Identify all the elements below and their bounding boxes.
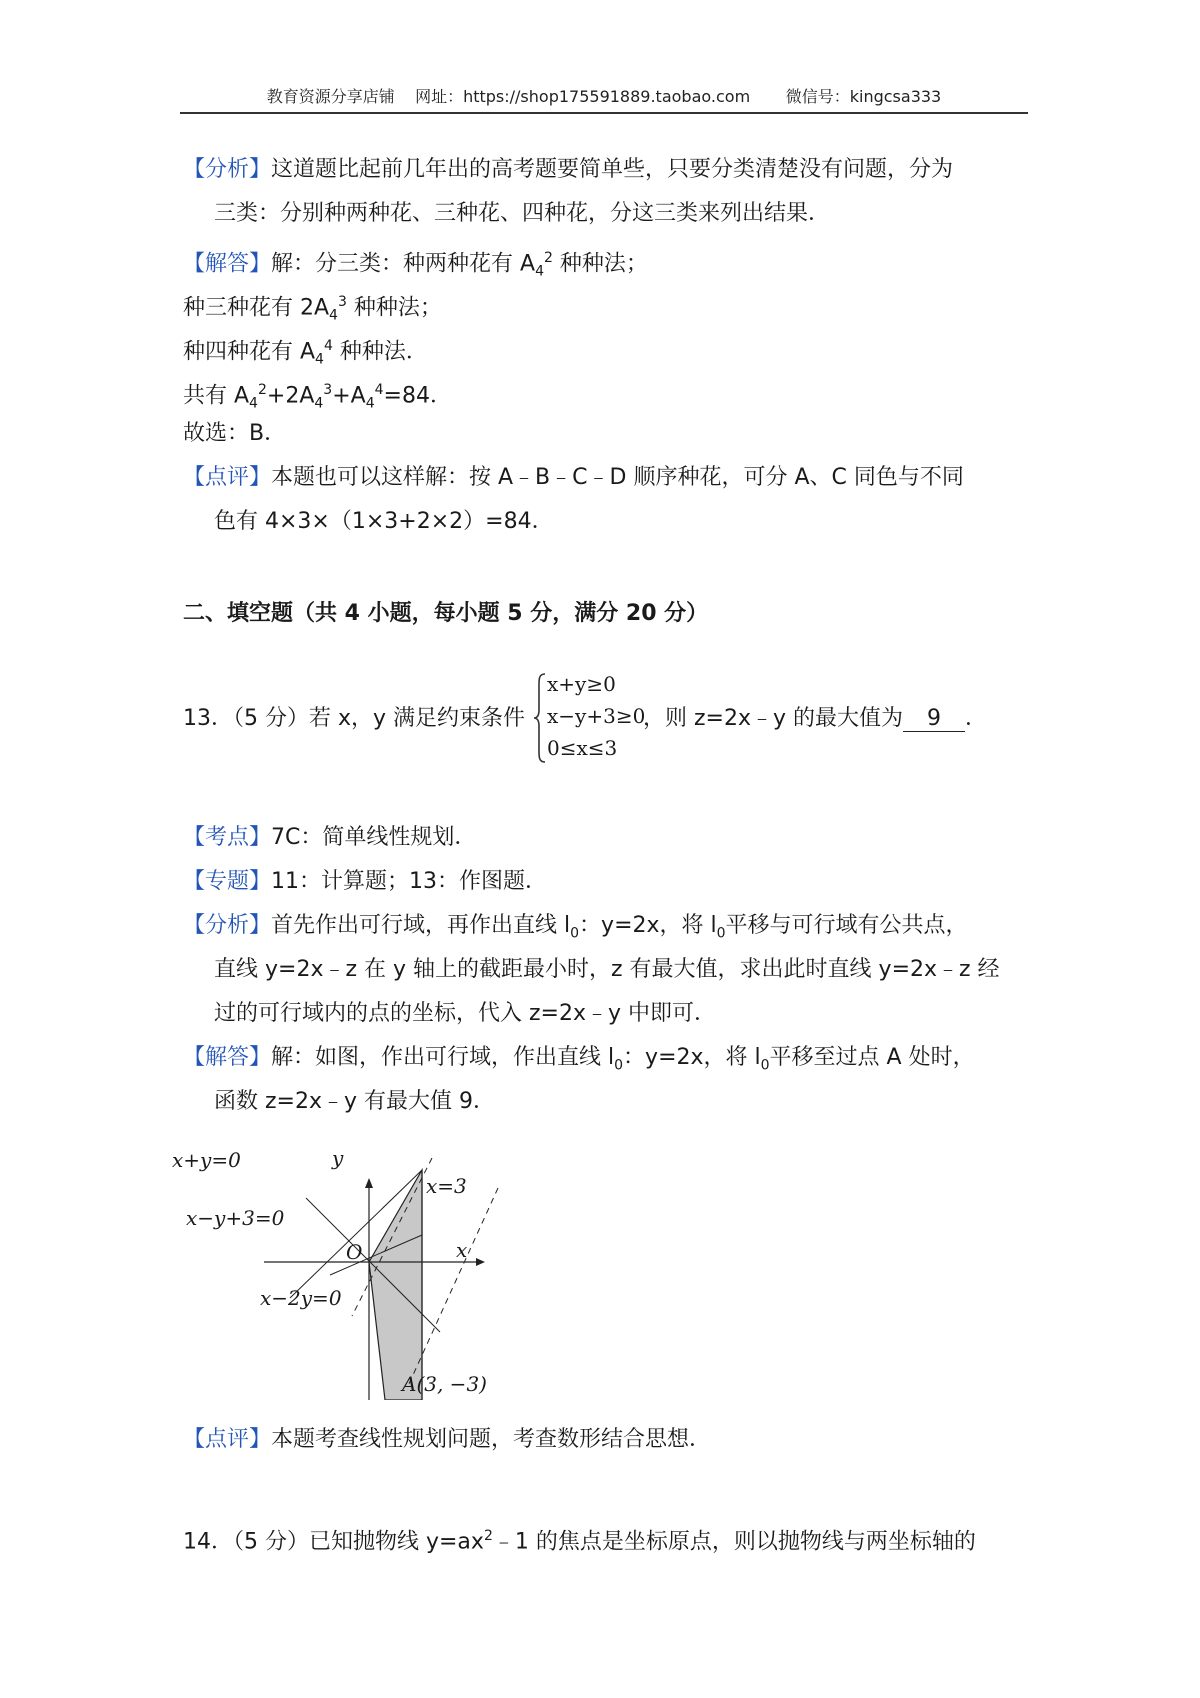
header-rule	[180, 112, 1028, 114]
answer-tag: 【解答】	[183, 1045, 272, 1070]
subscript: 4	[329, 307, 338, 324]
y-axis-arrow-icon	[365, 1178, 373, 1188]
answer-tag: 【解答】	[183, 251, 272, 277]
answer-text-a: 解：如图，作出可行域，作出直线 l	[271, 1045, 615, 1070]
constraint-1: x+y≥0	[547, 672, 616, 696]
q12-line3-text-a: 种四种花有 A	[183, 339, 316, 365]
q13-stem-b: ，则 z=2x﹣y 的最大值为	[643, 706, 904, 731]
total-text-a: 共有 A	[183, 383, 250, 409]
constraint-3: 0≤x≤3	[547, 736, 618, 760]
feasible-region-outline	[369, 1170, 422, 1400]
q12-answer-line-3	[183, 331, 428, 375]
q13-answer-line-2: 函数 z=2x﹣y 有最大值 9．	[214, 1089, 495, 1114]
page-header: 教育资源分享店铺 网址：https://shop175591889.taobao.com 微信号：kingcsa333	[266, 87, 942, 106]
zhuanti-tag: 【专题】	[183, 869, 272, 894]
kaodian-text: 7C：简单线性规划．	[271, 825, 477, 850]
analysis-text-a: 首先作出可行域，再作出直线 l	[271, 913, 571, 938]
answer-blank: 9	[903, 707, 965, 732]
subscript: 4	[314, 395, 324, 412]
total-text-c: +A	[332, 383, 366, 409]
superscript: 4	[374, 382, 384, 398]
q12-answer-line-2	[183, 287, 442, 331]
subscript: 4	[365, 395, 375, 412]
q12-analysis-line-1	[183, 155, 953, 185]
q13-comment-line	[183, 1425, 711, 1455]
q13-analysis-line-3: 过的可行域内的点的坐标，代入 z=2x﹣y 中即可．	[214, 1001, 717, 1026]
label-origin: O	[346, 1240, 363, 1264]
q12-total-line	[183, 375, 452, 419]
analysis-tag: 【分析】	[183, 157, 272, 182]
label-x-minus-y-plus-3: x−y+3=0	[186, 1206, 285, 1230]
q12-answer-text-1b: 种种法；	[552, 251, 648, 277]
q14-stem-b: ﹣1 的焦点是坐标原点，则以抛物线与两坐标轴的	[492, 1529, 976, 1555]
subscript: 0	[760, 1057, 770, 1074]
q13-answer-line-1	[183, 1043, 975, 1080]
zhuanti-text: 11：计算题；13：作图题．	[271, 869, 548, 894]
label-x-minus-2y: x−2y=0	[260, 1286, 342, 1310]
total-text-b: +2A	[266, 383, 315, 409]
q13-stem-end: ．	[965, 706, 988, 731]
subscript: 4	[249, 395, 258, 412]
q12-analysis-line-2: 三类：分别种两种花、三种花、四种花，分这三类来列出结果．	[214, 201, 831, 226]
analysis-text-c: 平移与可行域有公共点，	[725, 913, 968, 938]
superscript: 3	[337, 294, 347, 310]
q12-line2-text-a: 种三种花有 2A	[183, 295, 330, 321]
superscript: 4	[323, 338, 333, 354]
q12-line3-text-b: 种种法．	[332, 339, 428, 365]
comment-tag: 【点评】	[183, 1427, 272, 1452]
q12-comment-line-1	[183, 463, 964, 493]
q13-kaodian-line	[183, 823, 476, 853]
analysis-text-b: ：y=2x，将 l	[579, 913, 717, 938]
q13-stem-a: 13．（5 分）若 x，y 满足约束条件	[183, 706, 526, 731]
q13-zhuanti-line	[183, 867, 547, 897]
q14-stem	[183, 1521, 976, 1557]
kaodian-tag: 【考点】	[183, 825, 272, 850]
subscript: 0	[570, 925, 580, 942]
label-point-a: A(3, −3)	[402, 1372, 487, 1396]
total-text-d: =84．	[383, 383, 452, 409]
superscript: 2	[543, 250, 553, 266]
superscript: 2	[257, 382, 267, 398]
constraint-2: x−y+3≥0	[547, 704, 646, 728]
subscript: 4	[535, 263, 544, 280]
figure-drawing	[180, 1150, 520, 1400]
subscript: 4	[315, 351, 324, 368]
answer-text-b: ：y=2x，将 l	[623, 1045, 761, 1070]
x-axis-arrow-icon	[476, 1258, 485, 1266]
label-y-axis: y	[332, 1146, 344, 1170]
q12-comment-line-2: 色有 4×3×（1×3+2×2）=84．	[214, 509, 554, 534]
q13-analysis-line-2: 直线 y=2x﹣z 在 y 轴上的截距最小时，z 有最大值，求出此时直线 y=2x﹣z 经	[214, 957, 1000, 982]
analysis-tag: 【分析】	[183, 913, 272, 938]
subscript: 0	[716, 925, 726, 942]
q13-analysis-line-1	[183, 911, 968, 948]
comment-tag: 【点评】	[183, 465, 272, 490]
left-brace-icon	[533, 672, 547, 764]
q12-line2-text-b: 种种法；	[346, 295, 442, 321]
label-x-eq-3: x=3	[426, 1174, 467, 1198]
superscript: 2	[483, 1528, 493, 1544]
q14-stem-a: 14．（5 分）已知抛物线 y=ax	[183, 1529, 484, 1555]
subscript: 0	[614, 1057, 624, 1074]
q12-answer-line-1	[183, 243, 648, 287]
constraint-system	[533, 672, 646, 764]
label-x-axis: x	[456, 1238, 468, 1262]
label-x-plus-y: x+y=0	[172, 1148, 241, 1172]
q12-choice-line: 故选：B．	[183, 421, 287, 446]
q12-comment-text-1: 本题也可以这样解：按 A﹣B﹣C﹣D 顺序种花，可分 A、C 同色与不同	[271, 465, 964, 490]
feasible-region-figure	[172, 1146, 520, 1400]
q12-answer-text-1a: 解：分三类：种两种花有 A	[271, 251, 536, 277]
section-title: 二、填空题（共 4 小题，每小题 5 分，满分 20 分）	[183, 601, 709, 626]
superscript: 3	[323, 382, 333, 398]
q12-analysis-text-1: 这道题比起前几年出的高考题要简单些，只要分类清楚没有问题，分为	[271, 157, 954, 182]
answer-text-c: 平移至过点 A 处时，	[769, 1045, 975, 1070]
comment-text: 本题考查线性规划问题，考查数形结合思想．	[271, 1427, 712, 1452]
